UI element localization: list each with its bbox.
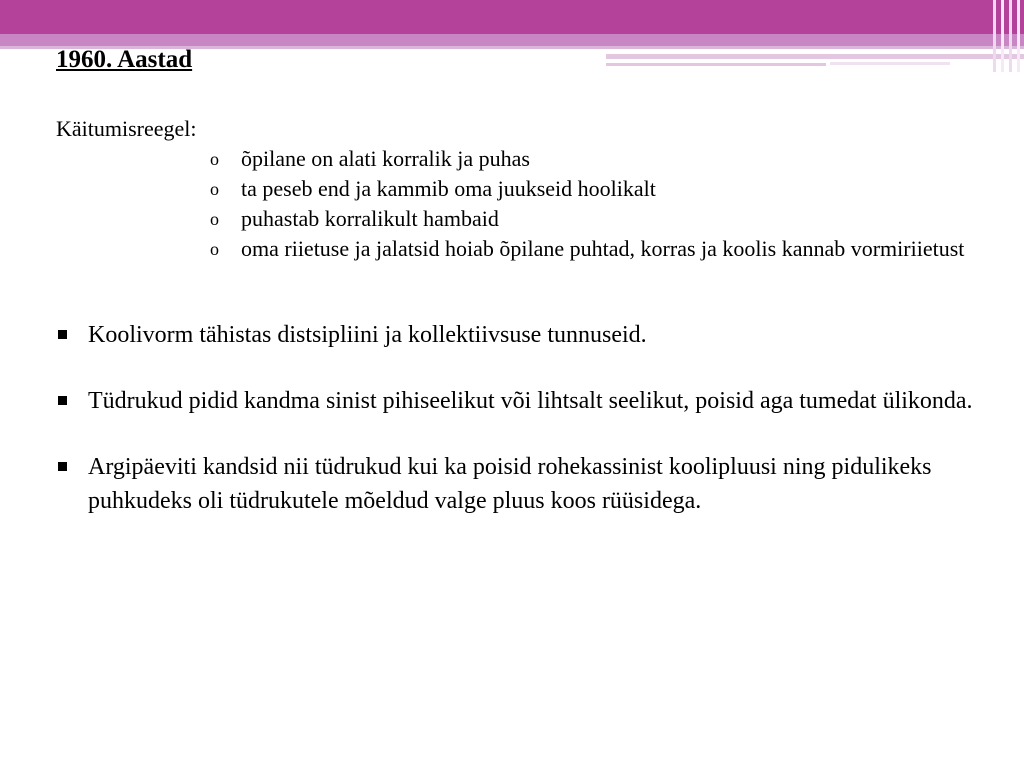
header-tab (606, 49, 1024, 69)
rules-list (210, 144, 970, 264)
stripe (993, 0, 996, 72)
header-tab-line (606, 63, 826, 66)
stripe (1017, 0, 1020, 72)
header-tab-line (606, 54, 1024, 59)
square-bullet-icon (58, 462, 67, 471)
circle-bullet-icon: o (210, 209, 219, 229)
stripe (1001, 0, 1004, 72)
rule-text: ta peseb end ja kammib oma juukseid hoolikalt (241, 176, 656, 201)
rule-item (210, 144, 970, 174)
point-text: Tüdrukud pidid kandma sinist pihiseelikut või lihtsalt seelikut, poisid aga tumedat ülikonda. (88, 388, 973, 414)
points-list (56, 318, 986, 550)
circle-bullet-icon: o (210, 239, 219, 259)
point-item (56, 450, 986, 518)
circle-bullet-icon: o (210, 149, 219, 169)
point-item (56, 384, 986, 418)
square-bullet-icon (58, 330, 67, 339)
corner-stripes (988, 0, 1024, 72)
rule-item (210, 234, 970, 264)
point-item (56, 318, 986, 352)
rule-text: puhastab korralikult hambaid (241, 206, 499, 231)
header-band (0, 0, 1024, 34)
rule-item (210, 204, 970, 234)
header-tab-line (830, 62, 950, 65)
point-text: Argipäeviti kandsid nii tüdrukud kui ka poisid rohekassinist koolipluusi ning pidulikeks puhkudeks oli tüdrukutele mõeldud valge pluus koos rüüsidega. (88, 454, 932, 514)
circle-bullet-icon: o (210, 179, 219, 199)
rules-heading: Käitumisreegel: (56, 116, 197, 141)
rule-text: oma riietuse ja jalatsid hoiab õpilane puhtad, korras ja koolis kannab vormiriietust (241, 236, 965, 261)
slide-title: 1960. Aastad (56, 46, 193, 73)
stripe (1009, 0, 1012, 72)
rule-text: õpilane on alati korralik ja puhas (241, 146, 530, 171)
point-text: Koolivorm tähistas distsipliini ja kollektiivsuse tunnuseid. (88, 322, 647, 348)
rule-item (210, 174, 970, 204)
square-bullet-icon (58, 396, 67, 405)
